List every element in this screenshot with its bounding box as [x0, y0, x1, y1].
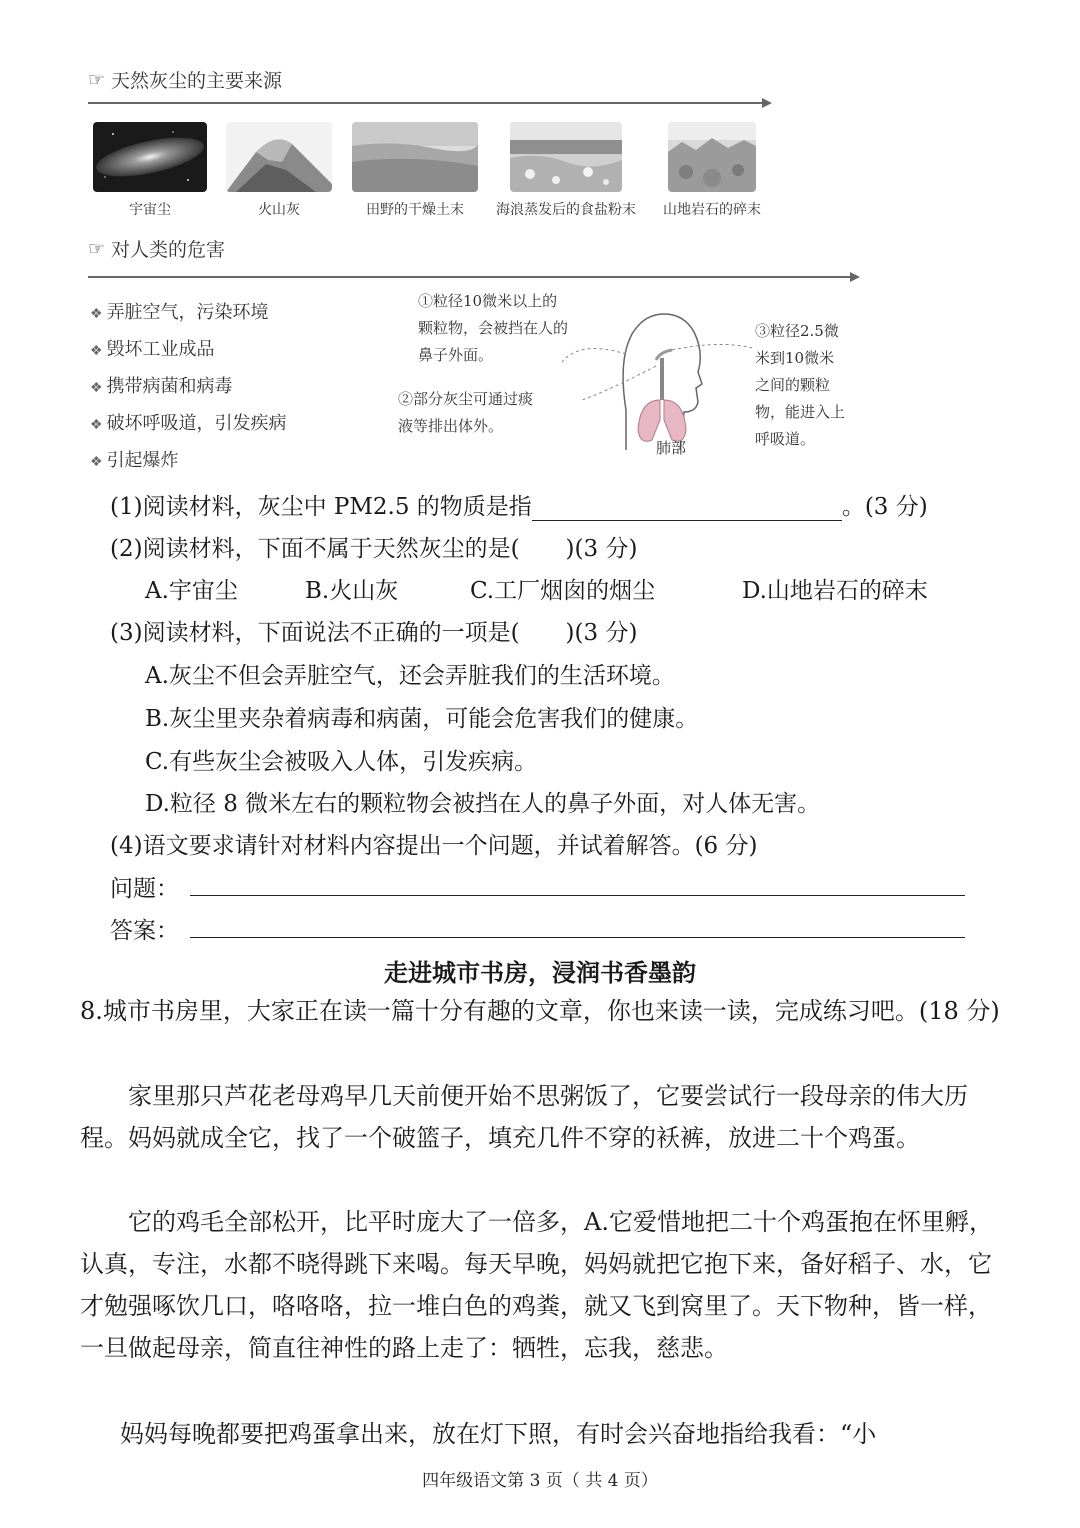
question-3-option: A.灰尘不但会弄脏空气，还会弄脏我们的生活环境。 — [145, 663, 675, 689]
answer-label: 答案： — [110, 918, 179, 944]
lung-label: 肺部 — [656, 439, 687, 457]
source-caption: 海浪蒸发后的食盐粉末 — [496, 202, 636, 218]
answer-blank[interactable] — [532, 498, 842, 521]
question-1: (1)阅读材料，灰尘中 PM2.5 的物质是指 。(3 分) — [110, 494, 928, 520]
source-caption: 火山灰 — [258, 202, 300, 218]
question-2-option: C.工厂烟囱的烟尘 — [470, 578, 656, 604]
rock-photo — [668, 122, 756, 192]
question-2-option: A.宇宙尘 — [145, 578, 238, 604]
section-title: 走进城市书房，浸润书香墨韵 — [384, 959, 696, 987]
question-label: 问题： — [110, 876, 179, 902]
flower-bullet-icon: ❖ — [90, 306, 103, 322]
harm-item: ❖ 毁坏工业成品 — [90, 339, 215, 360]
harm-heading: ☞ 对人类的危害 — [88, 237, 226, 261]
sources-heading: ☞ 天然灰尘的主要来源 — [88, 68, 283, 92]
harm-item: ❖ 引起爆炸 — [90, 450, 179, 471]
galaxy-photo — [93, 122, 207, 192]
question-2-option: D.山地岩石的碎末 — [742, 578, 928, 604]
question-3-option: C.有些灰尘会被吸入人体，引发疾病。 — [145, 749, 538, 775]
respiratory-diagram — [560, 300, 760, 450]
harm-item: ❖ 弄脏空气，污染环境 — [90, 302, 269, 323]
source-caption: 宇宙尘 — [129, 202, 171, 218]
field-photo — [352, 122, 478, 192]
sea-photo — [510, 122, 622, 192]
diagram-note-2: ②部分灰尘可通过痰 液等排出体外。 — [398, 390, 534, 435]
flower-bullet-icon: ❖ — [90, 343, 103, 359]
question-2-option: B.火山灰 — [305, 578, 399, 604]
question-answer-line[interactable] — [190, 895, 965, 896]
flower-bullet-icon: ❖ — [90, 417, 103, 433]
source-caption: 田野的干燥土末 — [366, 202, 464, 218]
q8-paragraph-1: 家里那只芦花老母鸡早几天前便开始不思粥饭了，它要尝试行一段母亲的伟大历程。妈妈就成全它，找了一个破篮子，填充几件不穿的袄裤，放进二十个鸡蛋。 — [80, 1082, 968, 1152]
question-3: (3)阅读材料，下面说法不正确的一项是( )(3 分) — [110, 620, 638, 646]
answer-line[interactable] — [190, 937, 965, 938]
pointing-hand-icon: ☞ — [88, 237, 106, 260]
diagram-note-1: ①粒径10微米以上的 颗粒物，会被挡在人的 鼻子外面。 — [418, 292, 569, 364]
pointing-hand-icon: ☞ — [88, 68, 106, 91]
heading-arrow-line — [88, 276, 858, 278]
volcano-photo — [226, 122, 332, 192]
flower-bullet-icon: ❖ — [90, 454, 103, 470]
question-3-option: B.灰尘里夹杂着病毒和病菌，可能会危害我们的健康。 — [145, 706, 699, 732]
harm-item: ❖ 破坏呼吸道，引发疾病 — [90, 413, 287, 434]
heading-arrow-line — [88, 102, 770, 104]
question-3-option: D.粒径 8 微米左右的颗粒物会被挡在人的鼻子外面，对人体无害。 — [145, 791, 821, 817]
harm-item: ❖ 携带病菌和病毒 — [90, 376, 233, 397]
question-2: (2)阅读材料，下面不属于天然灰尘的是( )(3 分) — [110, 536, 638, 562]
flower-bullet-icon: ❖ — [90, 380, 103, 396]
page-footer: 四年级语文第 3 页（ 共 4 页） — [422, 1471, 658, 1491]
source-caption: 山地岩石的碎末 — [663, 202, 761, 218]
q8-intro: 8.城市书房里，大家正在读一篇十分有趣的文章，你也来读一读，完成练习吧。(18 分) — [80, 997, 1000, 1025]
q8-paragraph-2: 它的鸡毛全部松开，比平时庞大了一倍多，A.它爱惜地把二十个鸡蛋抱在怀里孵，认真，专注，水都不晓得跳下来喝。每天早晚，妈妈就把它抱下来，备好稻子、水，它才勉强啄饮几口，咯咯咯，拉一堆白色的鸡粪，就又飞到窝里了。天下物种，皆一样，一旦做起母亲，简直往神性的路上走了：牺牲，忘我，慈悲。 — [80, 1208, 993, 1362]
question-4: (4)语文要求请针对材料内容提出一个问题，并试着解答。(6 分) — [110, 833, 758, 859]
q8-paragraph-3: 妈妈每晚都要把鸡蛋拿出来，放在灯下照，有时会兴奋地指给我看：“小 — [120, 1420, 877, 1448]
diagram-note-3: ③粒径2.5微 米到10微米 之间的颗粒 物，能进入上 呼吸道。 — [755, 322, 846, 448]
